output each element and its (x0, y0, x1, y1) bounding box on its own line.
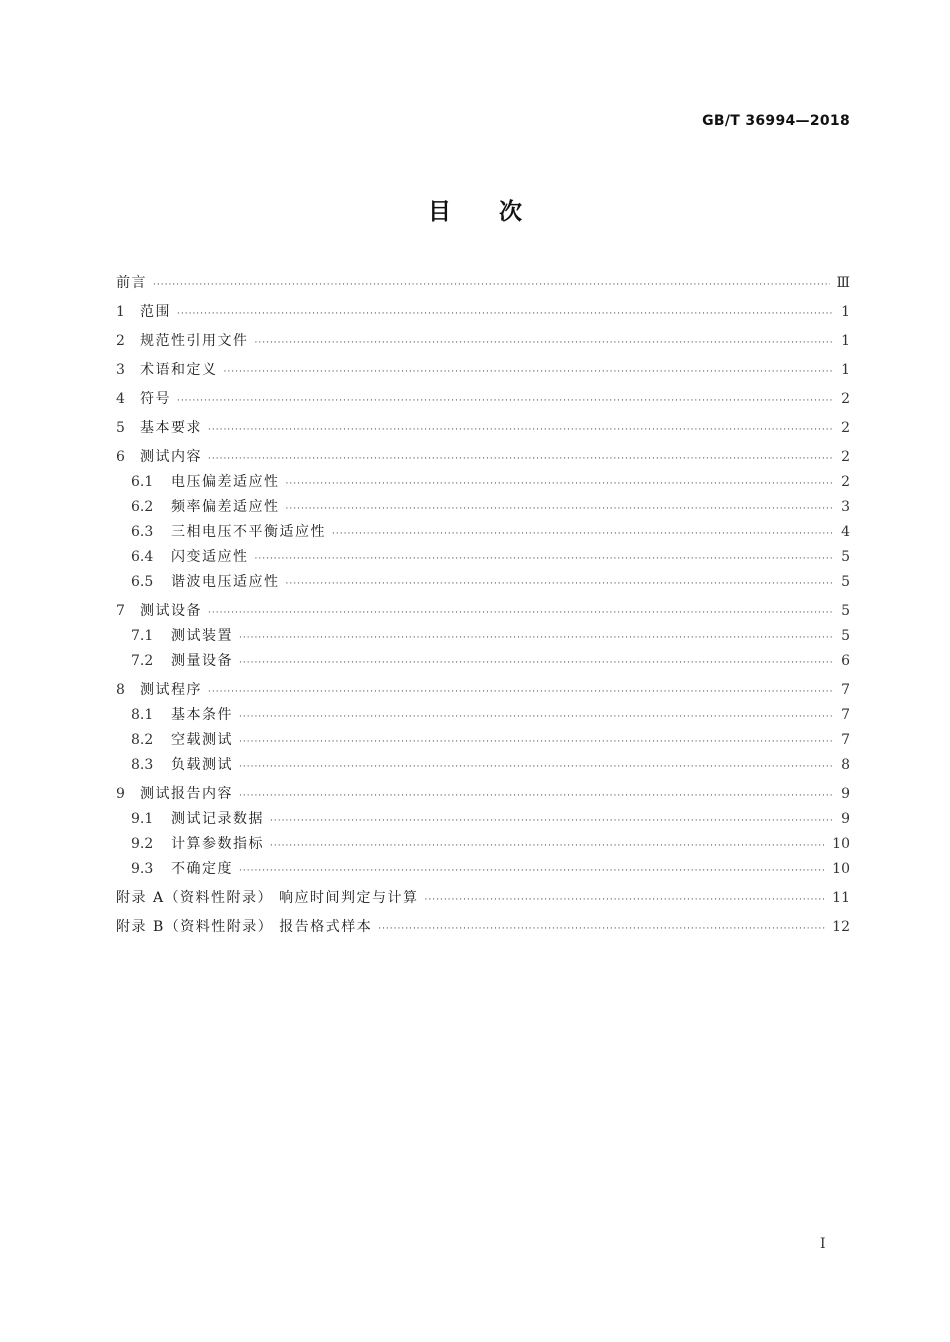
toc-entry-title: 基本条件 (171, 707, 233, 723)
toc-entry-page: 5 (841, 549, 850, 565)
toc-entry[interactable] (116, 782, 850, 807)
dot-leader (239, 651, 834, 676)
toc-entry[interactable] (116, 678, 850, 703)
toc-entry[interactable] (116, 599, 850, 624)
toc-entry[interactable] (116, 857, 850, 882)
toc-entry-number: 2 (116, 333, 125, 349)
toc-entry-page: 12 (832, 919, 850, 935)
toc-entry-title: 三相电压不平衡适应性 (171, 524, 326, 540)
toc-entry-page: 1 (841, 362, 850, 378)
dot-leader (378, 917, 826, 942)
toc-entry[interactable] (116, 728, 850, 753)
toc-entry-title: 规范性引用文件 (140, 333, 249, 349)
dot-leader (208, 680, 834, 705)
dot-leader (239, 705, 834, 730)
dot-leader (208, 601, 834, 626)
toc-entry-page: 2 (841, 449, 850, 465)
toc-entry-title: 基本要求 (140, 420, 202, 436)
dot-leader (208, 418, 834, 443)
toc-entry-title: 符号 (140, 391, 171, 407)
toc-entry[interactable] (116, 329, 850, 354)
toc-entry-title: 测试程序 (140, 682, 202, 698)
toc-entry[interactable] (116, 445, 850, 470)
dot-leader (239, 755, 834, 780)
toc-entry-title: 谐波电压适应性 (171, 574, 280, 590)
toc-entry-page: 8 (841, 757, 850, 773)
toc-entry-page: 11 (832, 890, 850, 906)
toc-entry-title: 术语和定义 (140, 362, 218, 378)
toc-entry-number: 6.5 (131, 574, 154, 590)
toc-entry-page: 1 (841, 333, 850, 349)
toc-entry[interactable] (116, 470, 850, 495)
page-number: I (820, 1236, 826, 1252)
toc-entry[interactable] (116, 807, 850, 832)
toc-entry-number: 6.3 (131, 524, 154, 540)
toc-entry[interactable] (116, 886, 850, 911)
toc-entry-page: 5 (841, 628, 850, 644)
toc-entry-title: 不确定度 (171, 861, 233, 877)
toc-entry-number: 8.1 (131, 707, 154, 723)
toc-entry[interactable] (116, 416, 850, 441)
page-title (0, 193, 950, 226)
toc-entry-number: 6.1 (131, 474, 154, 490)
dot-leader (239, 626, 834, 651)
toc-entry-title: 负载测试 (171, 757, 233, 773)
toc-entry[interactable] (116, 703, 850, 728)
toc-entry[interactable] (116, 495, 850, 520)
dot-leader (239, 730, 834, 755)
dot-leader (224, 360, 835, 385)
dot-leader (286, 472, 835, 497)
dot-leader (270, 809, 834, 834)
toc-entry-number: 3 (116, 362, 125, 378)
toc-entry-number: 7.1 (131, 628, 154, 644)
toc-entry[interactable] (116, 300, 850, 325)
toc-entry-number: 6.2 (131, 499, 154, 515)
toc-entry-number: 6 (116, 449, 125, 465)
toc-entry-page: 3 (841, 499, 850, 515)
toc-entry[interactable] (116, 520, 850, 545)
dot-leader (332, 522, 834, 547)
toc-entry-page: 2 (841, 420, 850, 436)
toc-entry-number: 5 (116, 420, 125, 436)
dot-leader (208, 447, 834, 472)
toc-entry[interactable] (116, 387, 850, 412)
toc-entry-title: 测量设备 (171, 653, 233, 669)
toc-entry[interactable] (116, 649, 850, 674)
toc-entry-number: 9 (116, 786, 125, 802)
toc-entry-page: 5 (841, 574, 850, 590)
toc-entry-page: 2 (841, 391, 850, 407)
toc-entry-number: 9.2 (131, 836, 154, 852)
standard-number: GB/T 36994—2018 (702, 113, 850, 129)
toc-entry-title: 附录 B（资料性附录） 报告格式样本 (116, 919, 373, 935)
toc-entry-page: 7 (841, 682, 850, 698)
toc-entry-page: 4 (841, 524, 850, 540)
toc-entry-title: 计算参数指标 (171, 836, 264, 852)
toc-entry-page: 2 (841, 474, 850, 490)
toc-entry-page: 9 (841, 811, 850, 827)
toc-entry[interactable] (116, 832, 850, 857)
toc-entry-number: 7.2 (131, 653, 154, 669)
title-part-1: 目 (428, 199, 451, 225)
toc-entry-title: 测试报告内容 (140, 786, 233, 802)
toc-entry-number: 8.2 (131, 732, 154, 748)
dot-leader (177, 302, 834, 327)
dot-leader (270, 834, 826, 859)
toc-entry-page: 10 (832, 836, 850, 852)
toc-entry-title: 电压偏差适应性 (171, 474, 280, 490)
toc-entry[interactable] (116, 545, 850, 570)
toc-entry-number: 6.4 (131, 549, 154, 565)
toc-entry[interactable] (116, 358, 850, 383)
dot-leader (255, 331, 835, 356)
toc-entry-page: Ⅲ (836, 275, 850, 291)
toc-entry-page: 1 (841, 304, 850, 320)
toc-entry-page: 5 (841, 603, 850, 619)
toc-entry-number: 7 (116, 603, 125, 619)
toc-entry-page: 7 (841, 732, 850, 748)
dot-leader (239, 859, 826, 884)
dot-leader (425, 888, 827, 913)
toc-entry-number: 9.3 (131, 861, 154, 877)
toc-entry-page: 10 (832, 861, 850, 877)
toc-entry-page: 9 (841, 786, 850, 802)
toc-entry-number: 9.1 (131, 811, 154, 827)
toc-entry-title: 测试装置 (171, 628, 233, 644)
toc-entry-title: 闪变适应性 (171, 549, 249, 565)
toc-entry-title: 测试内容 (140, 449, 202, 465)
dot-leader (177, 389, 834, 414)
title-part-2: 次 (499, 199, 522, 225)
toc-entry-page: 7 (841, 707, 850, 723)
toc-entry-title: 频率偏差适应性 (171, 499, 280, 515)
dot-leader (239, 784, 834, 809)
table-of-contents (116, 271, 850, 940)
toc-entry[interactable] (116, 753, 850, 778)
toc-entry[interactable] (116, 570, 850, 595)
toc-entry-page: 6 (841, 653, 850, 669)
toc-entry-title: 测试设备 (140, 603, 202, 619)
toc-entry-number: 8.3 (131, 757, 154, 773)
toc-entry[interactable] (116, 915, 850, 940)
toc-entry-number: 8 (116, 682, 125, 698)
dot-leader (255, 547, 835, 572)
dot-leader (286, 497, 835, 522)
toc-entry-number: 1 (116, 304, 125, 320)
dot-leader (286, 572, 835, 597)
toc-entry-title: 附录 A（资料性附录） 响应时间判定与计算 (116, 890, 419, 906)
dot-leader (153, 273, 830, 298)
toc-entry-number: 4 (116, 391, 125, 407)
toc-entry-title: 测试记录数据 (171, 811, 264, 827)
toc-entry-title: 前言 (116, 275, 147, 291)
toc-entry-title: 范围 (140, 304, 171, 320)
toc-entry[interactable] (116, 624, 850, 649)
toc-entry[interactable] (116, 271, 850, 296)
toc-entry-title: 空载测试 (171, 732, 233, 748)
